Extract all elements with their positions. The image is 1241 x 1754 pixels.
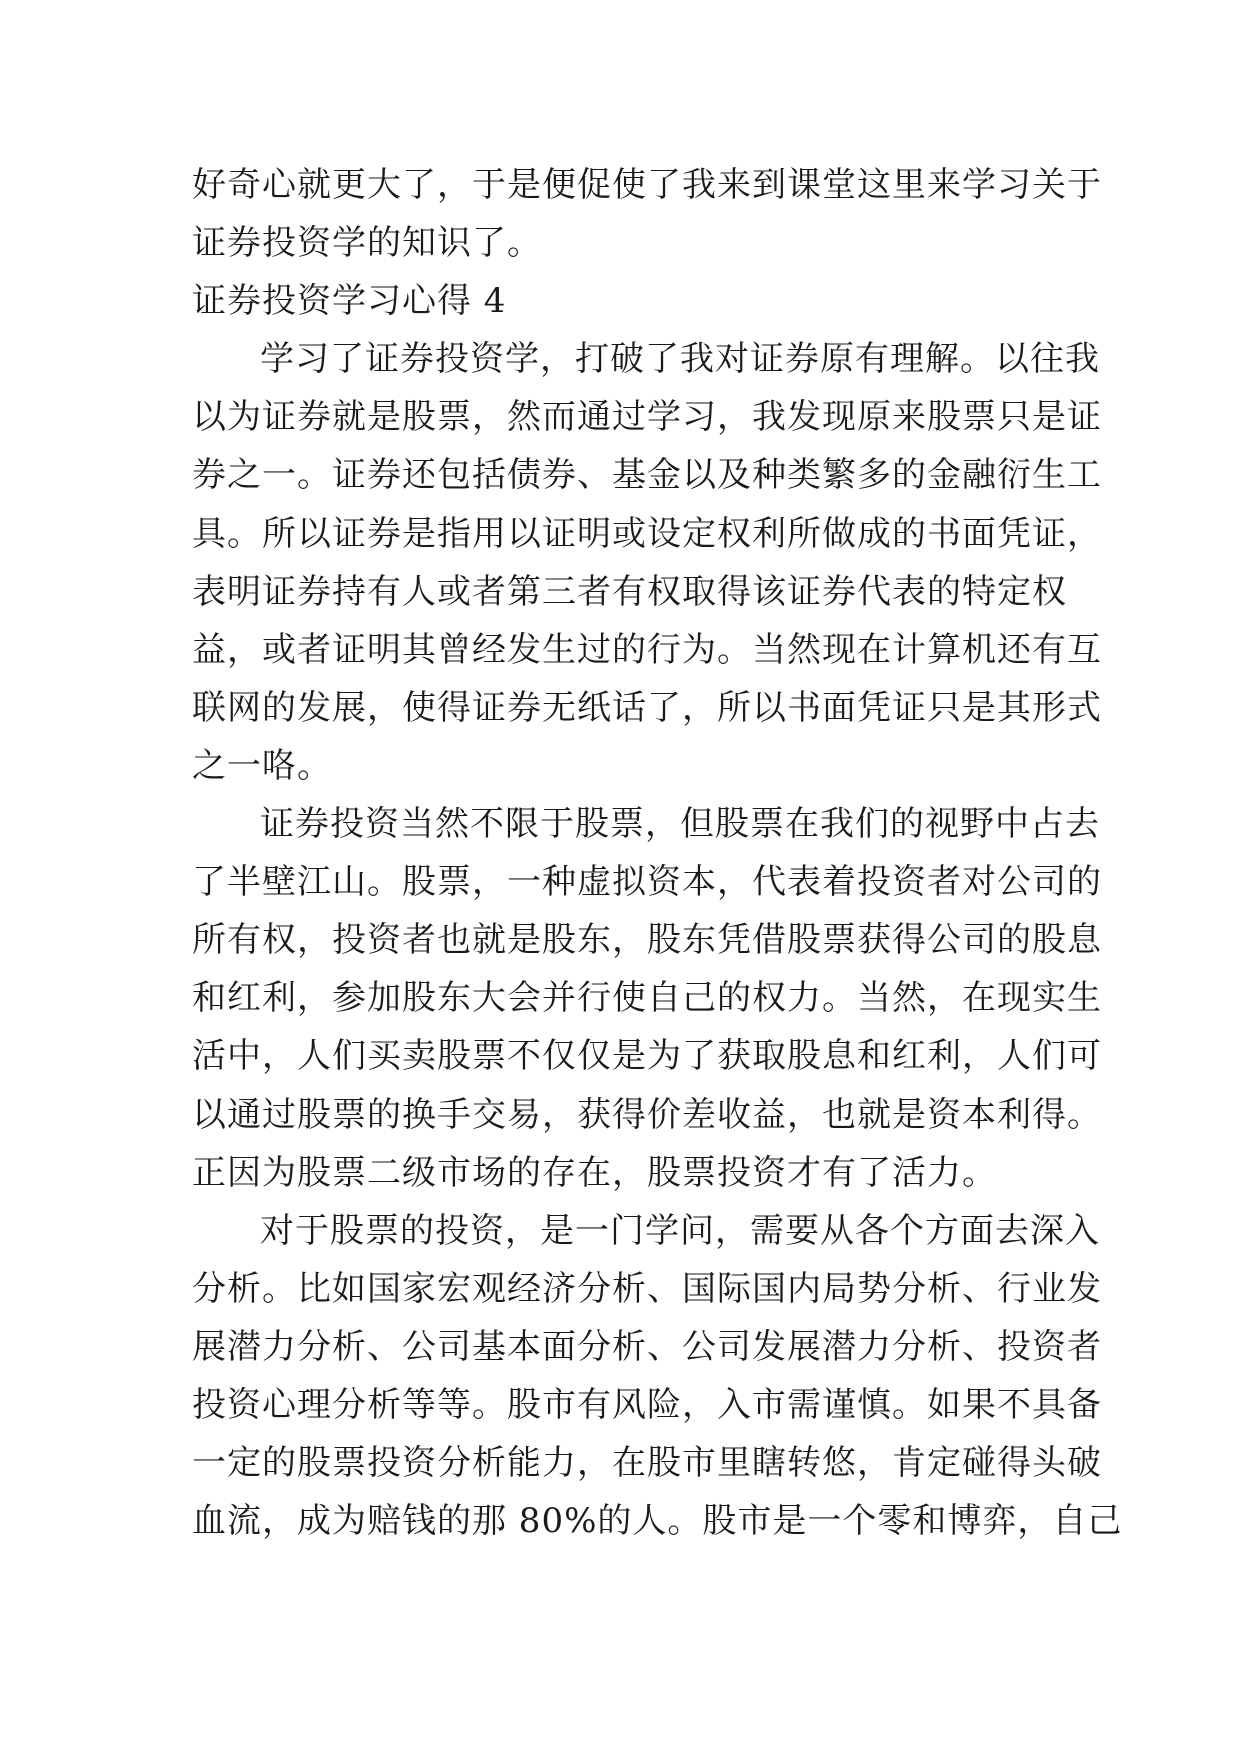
text-line: 一定的股票投资分析能力，在股市里瞎转悠，肯定碰得头破 [192,1443,1102,1484]
text-line: 投资心理分析等等。股市有风险，入市需谨慎。如果不具备 [192,1384,1102,1425]
text-line: 益，或者证明其曾经发生过的行为。当然现在计算机还有互 [192,629,1102,670]
text-line: 分析。比如国家宏观经济分析、国际国内局势分析、行业发 [192,1268,1102,1309]
document-body [192,156,1123,1550]
text-line: 对于股票的投资，是一门学问，需要从各个方面去深入 [260,1210,1100,1251]
text-line: 正因为股票二级市场的存在，股票投资才有了活力。 [192,1152,997,1193]
text-line: 以为证券就是股票，然而通过学习，我发现原来股票只是证 [192,397,1102,438]
text-line: 展潜力分析、公司基本面分析、公司发展潜力分析、投资者 [192,1326,1102,1367]
text-line: 之一咯。 [192,745,332,786]
text-line: 活中，人们买卖股票不仅仅是为了获取股息和红利，人们可 [192,1036,1102,1077]
text-line: 证券投资当然不限于股票，但股票在我们的视野中占去 [260,804,1100,845]
section-heading: 证券投资学习心得 4 [192,281,507,322]
text-line: 表明证券持有人或者第三者有权取得该证券代表的特定权 [192,571,1067,612]
text-line: 血流，成为赔钱的那 80%的人。股市是一个零和博弈，自己 [192,1501,1123,1542]
text-line: 和红利，参加股东大会并行使自己的权力。当然，在现实生 [192,978,1102,1019]
text-line: 证券投资学的知识了。 [192,223,542,264]
text-line: 联网的发展，使得证券无纸话了，所以书面凭证只是其形式 [192,687,1102,728]
text-line: 好奇心就更大了，于是便促使了我来到课堂这里来学习关于 [192,165,1102,205]
text-line: 所有权，投资者也就是股东，股东凭借股票获得公司的股息 [192,920,1102,961]
text-line: 以通过股票的换手交易，获得价差收益，也就是资本利得。 [192,1094,1102,1135]
text-line: 学习了证券投资学，打破了我对证券原有理解。以往我 [260,339,1100,380]
text-line: 了半壁江山。股票，一种虚拟资本，代表着投资者对公司的 [192,862,1102,903]
text-line: 券之一。证券还包括债券、基金以及种类繁多的金融衍生工 [192,455,1102,496]
text-line: 具。所以证券是指用以证明或设定权利所做成的书面凭证， [192,513,1102,554]
